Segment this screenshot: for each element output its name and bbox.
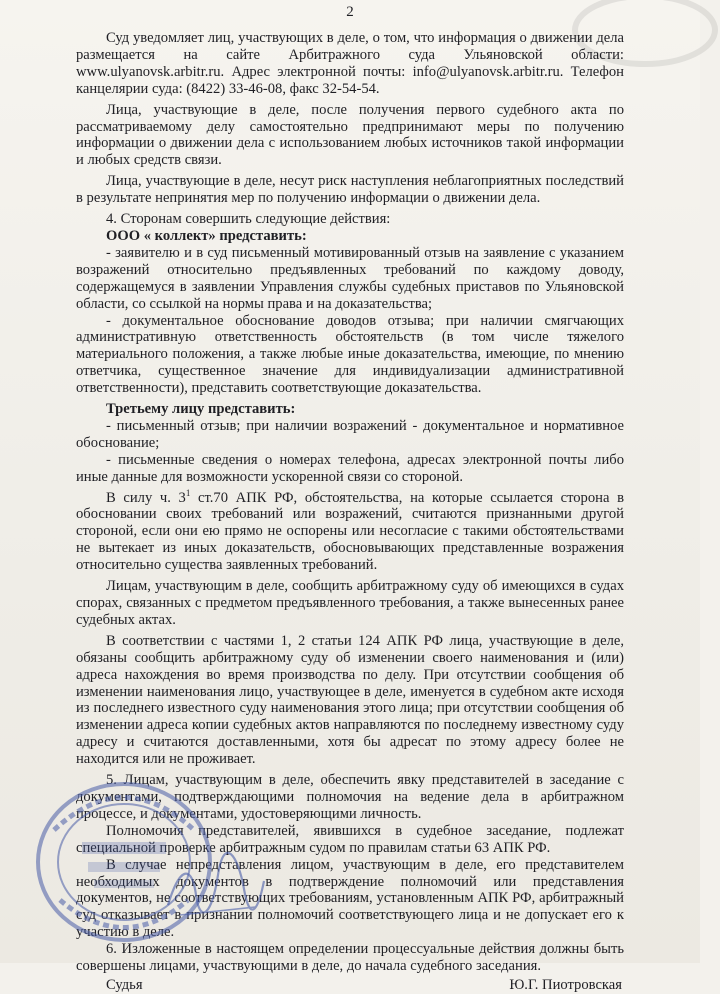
paragraph-deadline: 6. Изложенные в настоящем определении процессуальные действия должны быть совершены лицами, участвующими в деле, до начала судебного заседания.	[76, 941, 624, 975]
paragraph-documents-failure: В случае непредставления лицом, участвующим в деле, его представителем необходимых документов в подтверждение полномочий или представления документов, не соответствующих требованиям, установленным АПК РФ, арбитражный суд отказывает в признании полномочий соответствующего лица и не допускает его к участию в деле.	[76, 856, 624, 941]
signature-row	[76, 977, 624, 994]
paragraph-other-disputes: Лицам, участвующим в деле, сообщить арбитражному суду об имеющихся в судах спорах, связанных с предметом предъявленного требования, а также вынесенных ранее судебных актах.	[76, 578, 624, 628]
signature-name: Ю.Г. Пиотровская	[509, 976, 622, 993]
party1-item-evidence: - документальное обоснование доводов отзыва; при наличии смягчающих административную ответственность обстоятельств (в том числе тяжелого материального положения, а также любые иные доказательства, имеющие, по мнению ответчика, существенное значение для индивидуализации административной ответственности), представить соответствующие доказательства.	[76, 312, 624, 397]
article-70-text: ст.70 АПК РФ, обстоятельства, на которые ссылается сторона в обосновании своих требований или возражений, считаются признанными другой стороной, если они ею прямо не оспорены или несогласие с такими обстоятельствами не вытекает из иных доказательств, обосновывающих представленные возражения относительно существа заявленных требований.	[76, 489, 624, 574]
handwritten-signature	[160, 845, 270, 925]
paragraph-participants-info: Лица, участвующие в деле, после получения первого судебного акта по рассматриваемому делу самостоятельно предпринимают меры по получению информации о движении дела с использованием любых источников такой информации и любых средств связи.	[76, 101, 624, 169]
paragraph-attendance: 5. Лицам, участвующим в деле, обеспечить явку представителей в заседание с документами, подтверждающими полномочия на ведение дела в арбитражном процессе, и документами, удостоверяющими личность.	[76, 772, 624, 822]
party1-heading: ООО « коллект» представить:	[106, 227, 307, 244]
article-70-superscript: 1	[185, 487, 191, 498]
page-number: 2	[346, 4, 354, 20]
paragraph-article-124: В соответствии с частями 1, 2 статьи 124 АПК РФ лица, участвующие в деле, обязаны сообщить арбитражному суду об изменении своего наименования и (или) адреса нахождения во время производства по делу. При отсутствии сообщения об изменении наименования лицо, участвующее в деле, именуется в судебном акте исходя из последнего известного суду наименования этого лица; при отсутствии сообщения об изменении адреса копии судебных актов направляются по последнему известному суду адресу и считаются доставленными, хотя бы адресат по этому адресу более не находится или не проживает.	[76, 632, 624, 768]
party2-heading: Третьему лицу представить:	[106, 401, 296, 418]
paragraph-court-info: Суд уведомляет лиц, участвующих в деле, о том, что информация о движении дела размещается на сайте Арбитражного суда Ульяновской области: www.ulyanovsk.arbitr.ru. Адрес электронной почты: info@ulyanovsk.arbitr.ru. Телефон канцелярии суда: (8422) 33-46-08, факс 32-54-54.	[76, 30, 624, 97]
party2-item-response: - письменный отзыв; при наличии возражений - документальное и нормативное обоснование;	[76, 417, 624, 451]
paragraph-actions-heading: 4. Сторонам совершить следующие действия:	[106, 211, 391, 228]
paragraph-authority-check: Полномочия представителей, явившихся в судебное заседание, подлежат специальной проверке арбитражным судом по правилам статьи 63 АПК РФ.	[76, 822, 624, 856]
party2-item-contacts: - письменные сведения о номерах телефона, адресах электронной почты либо иные данные для возможности ускоренной связи со стороной.	[76, 451, 624, 485]
paragraph-article-70	[76, 487, 624, 575]
article-70-prefix: В силу ч. 3	[106, 489, 186, 506]
paragraph-risk: Лица, участвующие в деле, несут риск наступления неблагоприятных последствий в результате непринятия мер по получению информации о движении дела.	[76, 173, 624, 207]
party1-item-response: - заявителю и в суд письменный мотивированный отзыв на заявление с указанием возражений относительно предъявленных требований по каждому доводу, содержащемуся в заявлении Управления службы судебных приставов по Ульяновской области, со ссылкой на нормы права и на доказательства;	[76, 244, 624, 312]
signature-role: Судья	[106, 976, 143, 993]
